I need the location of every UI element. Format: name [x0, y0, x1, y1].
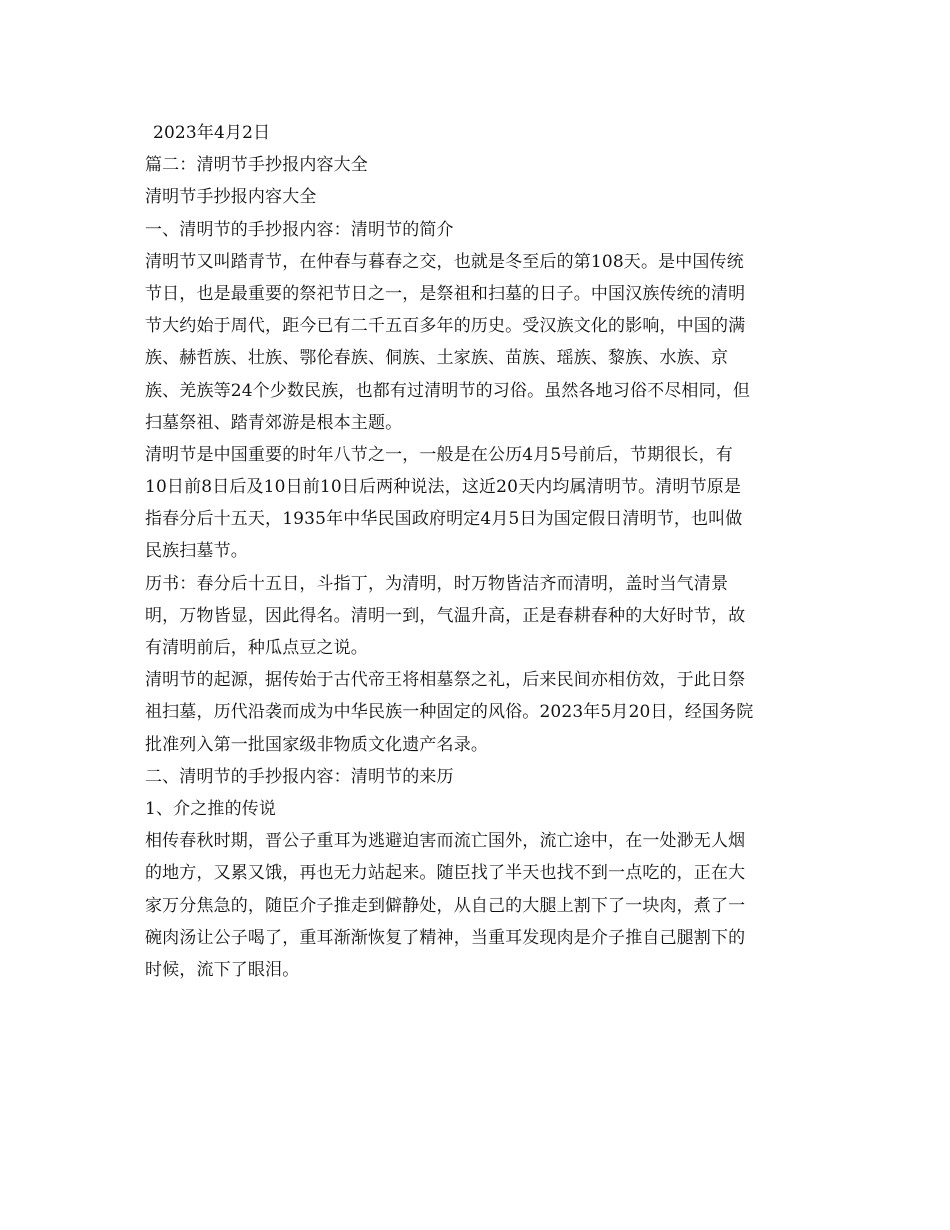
paragraph-line: 节日，也是最重要的祭祀节日之一，是祭祖和扫墓的日子。中国汉族传统的清明 — [145, 283, 746, 304]
document-heading: 清明节手抄报内容大全 — [145, 187, 317, 208]
paragraph-line: 批准列入第一批国家级非物质文化遗产名录。 — [145, 734, 488, 755]
paragraph-line: 节大约始于周代，距今已有二千五百多年的历史。受汉族文化的影响，中国的满 — [145, 316, 746, 337]
subsection-heading: 1、介之推的传说 — [145, 798, 277, 819]
paragraph-line: 清明节是中国重要的时年八节之一，一般是在公历4月5号前后，节期很长，有 — [145, 444, 733, 465]
paragraph-line: 民族扫墓节。 — [145, 541, 248, 562]
paragraph-line: 家万分焦急的，随臣介子推走到僻静处，从自己的大腿上割下了一块肉，煮了一 — [145, 895, 746, 916]
document-body — [145, 117, 810, 986]
date-line: 2023年4月2日 — [153, 123, 271, 143]
paragraph-line: 时候，流下了眼泪。 — [145, 959, 300, 980]
paragraph-line: 祖扫墓，历代沿袭而成为中华民族一种固定的风俗。2023年5月20日，经国务院 — [145, 702, 754, 723]
paragraph-line: 的地方，又累又饿，再也无力站起来。随臣找了半天也找不到一点吃的，正在大 — [145, 863, 746, 884]
section-heading: 二、清明节的手抄报内容：清明节的来历 — [145, 766, 454, 787]
paragraph-line: 清明节的起源，据传始于古代帝王将相墓祭之礼，后来民间亦相仿效，于此日祭 — [145, 670, 746, 691]
paragraph-line: 明，万物皆显，因此得名。清明一到，气温升高，正是春耕春种的大好时节，故 — [145, 605, 746, 626]
section-title: 篇二：清明节手抄报内容大全 — [145, 155, 368, 176]
paragraph-line: 指春分后十五天，1935年中华民国政府明定4月5日为国定假日清明节，也叫做 — [145, 509, 743, 530]
paragraph-line: 有清明前后，种瓜点豆之说。 — [145, 638, 368, 658]
section-heading: 一、清明节的手抄报内容：清明节的简介 — [145, 219, 454, 240]
paragraph-line: 清明节又叫踏青节，在仲春与暮春之交，也就是冬至后的第108天。是中国传统 — [145, 251, 744, 272]
paragraph-line: 历书：春分后十五日，斗指丁，为清明，时万物皆洁齐而清明，盖时当气清景 — [145, 573, 729, 594]
paragraph-line: 相传春秋时期，晋公子重耳为逃避迫害而流亡国外，流亡途中，在一处渺无人烟 — [145, 831, 746, 852]
paragraph-line: 10日前8日后及10日前10日后两种说法，这近20天内均属清明节。清明节原是 — [145, 477, 742, 498]
paragraph-line: 族、羌族等24个少数民族，也都有过清明节的习俗。虽然各地习俗不尽相同，但 — [145, 380, 751, 401]
paragraph-line: 碗肉汤让公子喝了，重耳渐渐恢复了精神，当重耳发现肉是介子推自己腿割下的 — [145, 927, 746, 948]
paragraph-line: 族、赫哲族、壮族、鄂伦春族、侗族、土家族、苗族、瑶族、黎族、水族、京 — [145, 348, 729, 369]
paragraph-line: 扫墓祭祖、踏青郊游是根本主题。 — [145, 412, 403, 433]
